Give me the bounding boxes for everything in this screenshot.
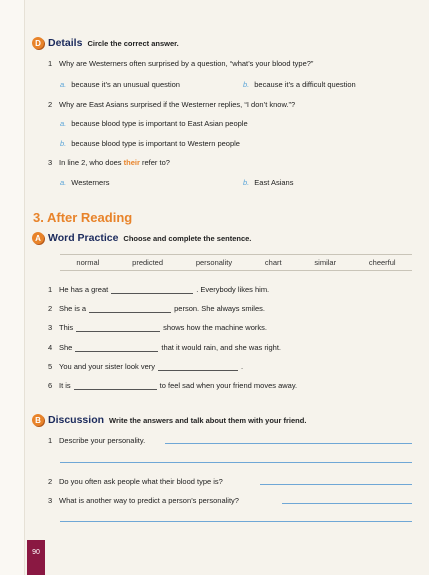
discussion-badge: B xyxy=(32,414,44,426)
word-practice-header xyxy=(32,232,251,244)
word-practice-title: Word Practice xyxy=(48,232,119,244)
word-practice-instruction: Choose and complete the sentence. xyxy=(123,233,252,243)
answer-blank[interactable] xyxy=(76,324,160,332)
answer-line[interactable] xyxy=(60,521,412,522)
discussion-instruction: Write the answers and talk about them with your friend. xyxy=(109,415,307,425)
answer-blank[interactable] xyxy=(89,305,171,313)
details-q1-option-b[interactable]: b. because it’s a difficult question xyxy=(243,80,356,89)
details-q2-option-b[interactable]: b. because blood type is important to Western people xyxy=(60,139,240,148)
word-bank xyxy=(60,254,412,271)
discussion-title: Discussion xyxy=(48,414,105,426)
word-sentence-3: 3 This shows how the machine works. xyxy=(48,323,267,332)
details-q3-option-b[interactable]: b. East Asians xyxy=(243,178,294,187)
word-sentence-4: 4 She that it would rain, and she was right. xyxy=(48,343,282,352)
word-bank-item: personality xyxy=(195,258,233,267)
word-practice-badge: A xyxy=(32,232,44,244)
discussion-question-1: 1 Describe your personality. xyxy=(48,436,146,445)
discussion-question-3: 3 What is another way to predict a person’s personality? xyxy=(48,496,239,505)
answer-line[interactable] xyxy=(260,484,412,485)
word-bank-item: chart xyxy=(264,258,282,267)
details-question-3: 3 In line 2, who does their refer to? xyxy=(48,158,170,167)
details-instruction: Circle the correct answer. xyxy=(87,38,179,48)
word-sentence-6: 6 It is to feel sad when your friend moves away. xyxy=(48,381,298,390)
answer-blank[interactable] xyxy=(111,286,193,294)
page-number: 90 xyxy=(27,540,45,575)
details-header xyxy=(32,37,179,49)
answer-line[interactable] xyxy=(60,462,412,463)
word-bank-item: predicted xyxy=(132,258,164,267)
discussion-question-2: 2 Do you often ask people what their blood type is? xyxy=(48,477,223,486)
details-q3-option-a[interactable]: a. Westerners xyxy=(60,178,110,187)
details-question-1: 1 Why are Westerners often surprised by a question, “what’s your blood type?” xyxy=(48,59,314,68)
word-sentence-2: 2 She is a person. She always smiles. xyxy=(48,304,265,313)
word-bank-item: similar xyxy=(314,258,337,267)
details-badge: D xyxy=(32,37,44,49)
word-bank-item: normal xyxy=(76,258,100,267)
answer-blank[interactable] xyxy=(75,344,158,352)
answer-line[interactable] xyxy=(282,503,412,504)
details-q2-option-a[interactable]: a. because blood type is important to East Asian people xyxy=(60,119,248,128)
word-bank-item: cheerful xyxy=(368,258,396,267)
answer-blank[interactable] xyxy=(74,382,157,390)
page-margin xyxy=(0,0,25,575)
discussion-header xyxy=(32,414,306,426)
details-title: Details xyxy=(48,37,83,49)
answer-line[interactable] xyxy=(165,443,412,444)
word-sentence-1: 1 He has a great . Everybody likes him. xyxy=(48,285,270,294)
word-sentence-5: 5 You and your sister look very . xyxy=(48,362,244,371)
details-question-2: 2 Why are East Asians surprised if the Westerner replies, “I don’t know.”? xyxy=(48,100,296,109)
details-q1-option-a[interactable]: a. because it’s an unusual question xyxy=(60,80,180,89)
answer-blank[interactable] xyxy=(158,363,238,371)
section-title: 3. After Reading xyxy=(33,210,133,225)
